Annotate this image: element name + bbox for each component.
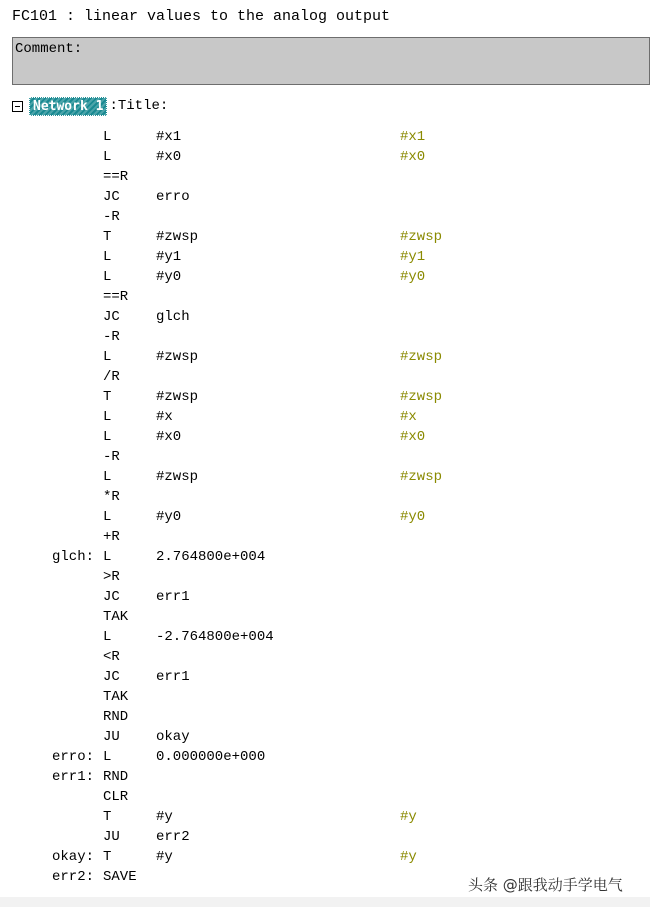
network-title[interactable]: Title: — [117, 97, 169, 114]
block-comment-field[interactable] — [12, 37, 650, 85]
code-line[interactable] — [0, 647, 650, 667]
instruction: >R — [103, 569, 120, 585]
code-line[interactable] — [0, 467, 650, 487]
stl-code-editor[interactable] — [0, 127, 650, 887]
instruction: L — [103, 629, 112, 645]
code-line[interactable] — [0, 387, 650, 407]
code-line[interactable] — [0, 127, 650, 147]
code-line[interactable] — [0, 247, 650, 267]
instruction: JC — [103, 189, 120, 205]
network-header — [12, 97, 168, 115]
instruction: L — [103, 749, 112, 765]
instruction: +R — [103, 529, 120, 545]
instruction: JC — [103, 669, 120, 685]
operand: #y — [156, 849, 173, 865]
instruction: -R — [103, 209, 120, 225]
jump-label: erro: — [51, 749, 94, 765]
instruction: ==R — [103, 289, 129, 305]
instruction: T — [103, 849, 112, 865]
symbol-comment: #zwsp — [400, 349, 443, 365]
symbol-comment: #zwsp — [400, 389, 443, 405]
operand: err2 — [156, 829, 190, 845]
code-line[interactable] — [0, 627, 650, 647]
code-line[interactable] — [0, 707, 650, 727]
code-line[interactable] — [0, 687, 650, 707]
code-line[interactable] — [0, 367, 650, 387]
operand: glch — [156, 309, 190, 325]
code-line[interactable] — [0, 787, 650, 807]
instruction: JU — [103, 729, 120, 745]
code-line[interactable] — [0, 607, 650, 627]
instruction: T — [103, 229, 112, 245]
operand: 0.000000e+000 — [156, 749, 266, 765]
code-line[interactable] — [0, 147, 650, 167]
jump-label: err1: — [51, 769, 94, 785]
code-line[interactable] — [0, 507, 650, 527]
symbol-comment: #x0 — [400, 149, 426, 165]
code-line[interactable] — [0, 447, 650, 467]
instruction: T — [103, 809, 112, 825]
operand: #zwsp — [156, 469, 199, 485]
operand: #zwsp — [156, 349, 199, 365]
code-line[interactable] — [0, 487, 650, 507]
instruction: -R — [103, 329, 120, 345]
jump-label: err2: — [51, 869, 94, 885]
instruction: -R — [103, 449, 120, 465]
operand: #zwsp — [156, 389, 199, 405]
code-line[interactable] — [0, 207, 650, 227]
operand: #y0 — [156, 269, 182, 285]
symbol-comment: #y1 — [400, 249, 426, 265]
code-line[interactable] — [0, 827, 650, 847]
instruction: JC — [103, 309, 120, 325]
symbol-comment: #y — [400, 849, 417, 865]
code-line[interactable] — [0, 327, 650, 347]
code-line[interactable] — [0, 347, 650, 367]
code-line[interactable] — [0, 667, 650, 687]
operand: #x0 — [156, 429, 182, 445]
operand: #y — [156, 809, 173, 825]
operand: erro — [156, 189, 190, 205]
operand: #x1 — [156, 129, 182, 145]
code-line[interactable] — [0, 567, 650, 587]
operand: err1 — [156, 589, 190, 605]
operand: #x — [156, 409, 173, 425]
code-line[interactable] — [0, 847, 650, 867]
block-title: FC101 : linear values to the analog output — [12, 8, 391, 25]
code-line[interactable] — [0, 307, 650, 327]
instruction: CLR — [103, 789, 129, 805]
symbol-comment: #x0 — [400, 429, 426, 445]
instruction: RND — [103, 709, 129, 725]
instruction: TAK — [103, 689, 129, 705]
code-line[interactable] — [0, 747, 650, 767]
operand: #y1 — [156, 249, 182, 265]
code-line[interactable] — [0, 427, 650, 447]
symbol-comment: #zwsp — [400, 469, 443, 485]
code-line[interactable] — [0, 187, 650, 207]
symbol-comment: #x1 — [400, 129, 426, 145]
code-line[interactable] — [0, 727, 650, 747]
bottom-scroll-area — [0, 897, 650, 907]
instruction: RND — [103, 769, 129, 785]
collapse-minus-icon[interactable] — [12, 101, 23, 112]
comment-label: Comment: — [15, 41, 83, 57]
instruction: L — [103, 509, 112, 525]
symbol-comment: #y0 — [400, 269, 426, 285]
instruction: JU — [103, 829, 120, 845]
instruction: ==R — [103, 169, 129, 185]
instruction: L — [103, 409, 112, 425]
jump-label: glch: — [51, 549, 94, 565]
operand: #zwsp — [156, 229, 199, 245]
operand: 2.764800e+004 — [156, 549, 266, 565]
instruction: L — [103, 429, 112, 445]
instruction: T — [103, 389, 112, 405]
instruction: SAVE — [103, 869, 137, 885]
instruction: L — [103, 549, 112, 565]
operand: -2.764800e+004 — [156, 629, 274, 645]
instruction: L — [103, 129, 112, 145]
code-line[interactable] — [0, 807, 650, 827]
symbol-comment: #zwsp — [400, 229, 443, 245]
instruction: TAK — [103, 609, 129, 625]
network-label[interactable]: Network 1 — [29, 97, 107, 116]
watermark: 头条 @跟我动手学电气 — [468, 876, 623, 894]
code-line[interactable] — [0, 527, 650, 547]
code-line[interactable] — [0, 547, 650, 567]
symbol-comment: #y0 — [400, 509, 426, 525]
code-line[interactable] — [0, 587, 650, 607]
instruction: L — [103, 249, 112, 265]
instruction: L — [103, 469, 112, 485]
code-line[interactable] — [0, 767, 650, 787]
instruction: L — [103, 349, 112, 365]
jump-label: okay: — [51, 849, 94, 865]
operand: #y0 — [156, 509, 182, 525]
instruction: L — [103, 149, 112, 165]
code-line[interactable] — [0, 167, 650, 187]
symbol-comment: #y — [400, 809, 417, 825]
instruction: JC — [103, 589, 120, 605]
symbol-comment: #x — [400, 409, 417, 425]
code-line[interactable] — [0, 267, 650, 287]
code-line[interactable] — [0, 227, 650, 247]
code-line[interactable] — [0, 407, 650, 427]
instruction: L — [103, 269, 112, 285]
operand: err1 — [156, 669, 190, 685]
network-title-separator: : — [109, 97, 118, 114]
instruction: *R — [103, 489, 120, 505]
instruction: <R — [103, 649, 120, 665]
code-line[interactable] — [0, 287, 650, 307]
instruction: /R — [103, 369, 120, 385]
operand: #x0 — [156, 149, 182, 165]
operand: okay — [156, 729, 190, 745]
